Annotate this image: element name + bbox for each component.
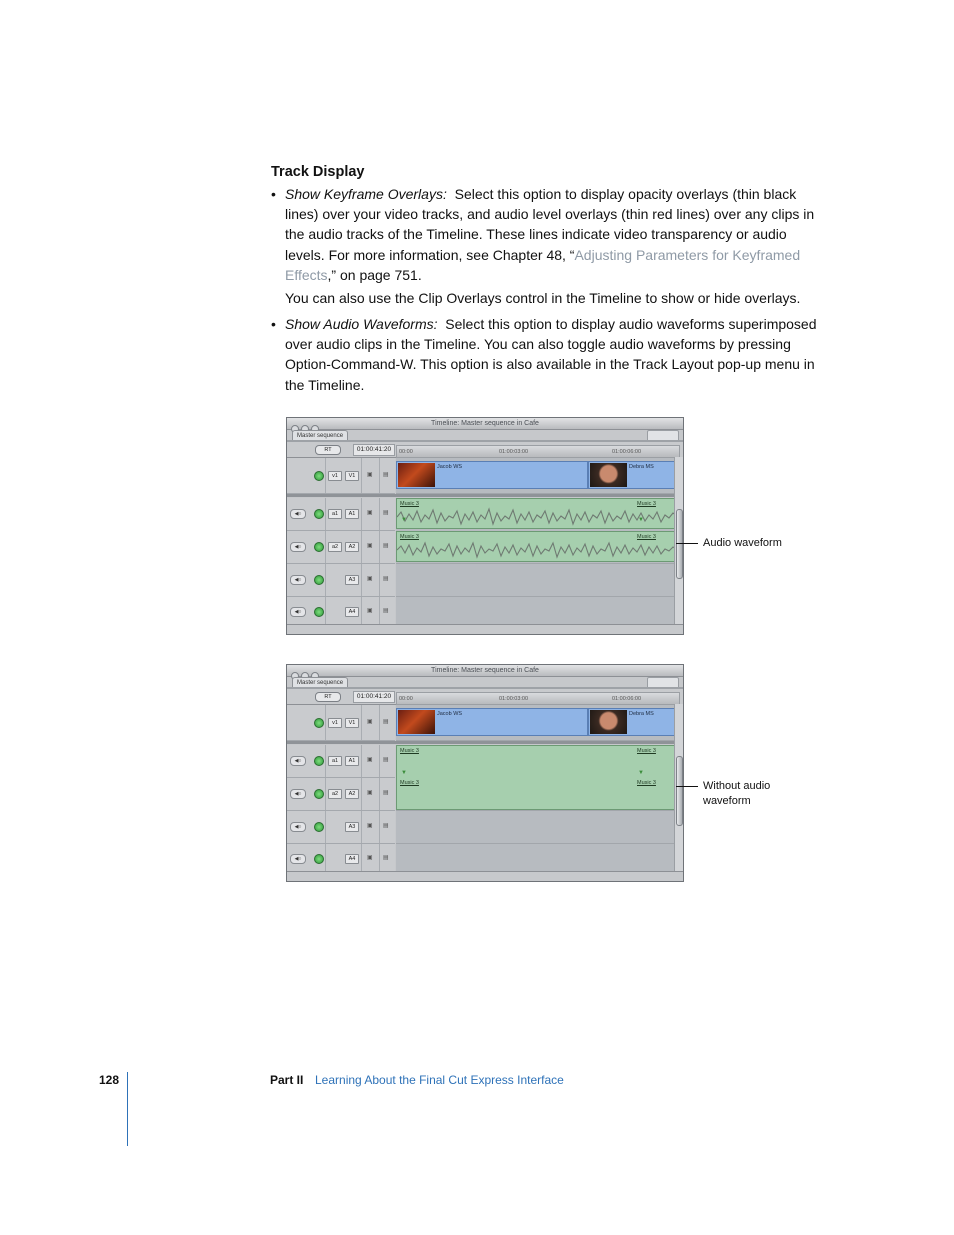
bullet-show-keyframe-overlays [285,184,830,285]
audio-control-icon[interactable]: ◀○ [290,822,306,832]
source-control-a2[interactable]: a2 [328,789,342,799]
ruler-row [287,689,683,705]
ruler-row [287,442,683,458]
track-header-a3 [287,811,395,844]
lock-icon[interactable]: ▣ [367,855,373,861]
track-visibility-icon[interactable] [314,718,324,728]
track-audible-icon[interactable] [314,607,324,617]
clip-label: Debra MS [629,711,654,717]
term-show-audio-waveforms: Show Audio Waveforms: [285,316,438,332]
ruler-label: 01:00:06:00 [612,449,642,455]
video-clip[interactable] [396,708,588,736]
source-control-a1[interactable]: a1 [328,509,342,519]
callout-without-waveform [703,779,770,809]
clip-label: Music 3 [400,748,419,754]
audio-control-icon[interactable]: ◀○ [290,607,306,617]
video-track [396,705,678,741]
timeline-window-with-waveform [286,417,684,635]
lock-icon[interactable]: ▣ [367,757,373,763]
keyframe-icon[interactable]: ▼ [401,517,407,523]
ruler-label: 00:00 [399,696,413,702]
bullet-text: Select this option to display audio waveforms superimposed over audio clips in the Timeline. You can also toggle audio waveforms by pressing Option-Command-W. This option is also available in the Track Layout pop-up menu in the Timeline. [285,316,817,393]
lock-icon[interactable]: ▣ [367,719,373,725]
destination-control-a2[interactable]: A2 [345,542,359,552]
video-clip[interactable] [396,461,588,489]
track-audible-icon[interactable] [314,575,324,585]
keyframe-icon[interactable]: ▼ [638,770,644,776]
link-icon[interactable]: ▤ [383,576,389,582]
clip-thumbnail [590,463,627,487]
callout-leader [676,786,698,787]
destination-control-a4[interactable]: A4 [345,854,359,864]
track-audible-icon[interactable] [314,542,324,552]
term-show-keyframe-overlays: Show Keyframe Overlays: [285,186,447,202]
ruler-label: 00:00 [399,449,413,455]
tab-master-sequence[interactable]: Master sequence [292,677,348,688]
destination-control-v1[interactable]: V1 [345,471,359,481]
footer-title[interactable]: Learning About the Final Cut Express Interface [315,1073,564,1087]
bullet-text: Select this option to display opacity overlays (thin black lines) over your video tracks, and audio level overlays (thin red lines) over any clips in the audio tracks of the Timeline. These lines indicate video transparency or audio levels. For more information, see Chapter 48, “ [285,186,815,263]
bullet-marker: • [271,186,276,202]
track-audible-icon[interactable] [314,854,324,864]
source-control-v1[interactable]: v1 [328,718,342,728]
track-audible-icon[interactable] [314,789,324,799]
clip-label: Jacob WS [437,464,463,470]
lock-icon[interactable]: ▣ [367,790,373,796]
destination-control-a3[interactable]: A3 [345,575,359,585]
scroll-thumb[interactable] [676,509,683,579]
track-header-a2 [287,531,395,564]
track-header-a3 [287,564,395,597]
lock-icon[interactable]: ▣ [367,576,373,582]
lock-icon[interactable]: ▣ [367,543,373,549]
tab-master-sequence[interactable]: Master sequence [292,430,348,441]
clip-label: Music 3 [637,534,656,540]
time-ruler[interactable] [396,692,680,705]
track-header-a4 [287,844,395,874]
link-icon[interactable]: ▤ [383,823,389,829]
destination-control-a4[interactable]: A4 [345,607,359,617]
source-control-v1[interactable]: v1 [328,471,342,481]
audio-waveform [397,507,679,527]
callout-line-1: Without audio [703,780,771,792]
video-clip[interactable] [588,461,678,489]
source-control-a1[interactable]: a1 [328,756,342,766]
time-ruler[interactable] [396,445,680,458]
timeline-bottom-bar[interactable] [287,871,683,881]
audio-control-icon[interactable]: ◀○ [290,542,306,552]
track-header-v1 [287,458,395,494]
track-header-a1 [287,498,395,531]
link-icon[interactable]: ▤ [383,543,389,549]
link-icon[interactable]: ▤ [383,608,389,614]
section-heading: Track Display [271,164,365,180]
clip-thumbnail [590,710,627,734]
audio-tracks-a1-a2 [396,498,678,564]
timeline-bottom-bar[interactable] [287,624,683,634]
link-icon[interactable]: ▤ [383,719,389,725]
audio-control-icon[interactable]: ◀○ [290,509,306,519]
lock-icon[interactable]: ▣ [367,510,373,516]
timecode-field[interactable]: 01:00:41:20 [353,444,395,456]
clip-label: Debra MS [629,464,654,470]
audio-control-icon[interactable]: ◀○ [290,756,306,766]
ruler-label: 01:00:03:00 [499,449,529,455]
lock-icon[interactable]: ▣ [367,472,373,478]
chapter-link[interactable]: Adjusting Parameters for Keyframed Effects [285,246,801,283]
link-icon[interactable]: ▤ [383,510,389,516]
overlay-control-note: You can also use the Clip Overlays control in the Timeline to show or hide overlays. [285,290,801,306]
destination-control-a2[interactable]: A2 [345,789,359,799]
audio-waveform [397,540,679,560]
bullet-show-audio-waveforms [285,314,830,395]
vertical-scrollbar[interactable] [674,704,683,874]
track-audible-icon[interactable] [314,509,324,519]
track-visibility-icon[interactable] [314,471,324,481]
ruler-label: 01:00:03:00 [499,696,529,702]
clip-label: Music 3 [400,780,419,786]
window-title: Timeline: Master sequence in Cafe [287,665,683,677]
bullet-marker: • [271,316,276,332]
destination-control-v1[interactable]: V1 [345,718,359,728]
callout-audio-waveform: Audio waveform [703,537,782,549]
ruler-label: 01:00:06:00 [612,696,642,702]
vertical-scrollbar[interactable] [674,457,683,627]
audio-track-a4 [396,844,678,874]
window-title: Timeline: Master sequence in Cafe [287,418,683,430]
destination-control-a3[interactable]: A3 [345,822,359,832]
timecode-field[interactable]: 01:00:41:20 [353,691,395,703]
track-audible-icon[interactable] [314,822,324,832]
track-header-a4 [287,597,395,627]
rt-popup-button[interactable]: RT [315,445,341,455]
audio-control-icon[interactable]: ◀○ [290,854,306,864]
timeline-window-without-waveform [286,664,684,882]
lock-icon[interactable]: ▣ [367,823,373,829]
track-audible-icon[interactable] [314,756,324,766]
video-audio-divider[interactable] [287,494,683,497]
audio-track-a4 [396,597,678,627]
clip-label: Jacob WS [437,711,463,717]
link-icon[interactable]: ▤ [383,757,389,763]
clip-label: Music 3 [637,780,656,786]
clip-thumbnail [398,463,435,487]
scroll-thumb[interactable] [676,756,683,826]
audio-track-a3 [396,564,678,597]
lock-icon[interactable]: ▣ [367,608,373,614]
destination-control-a1[interactable]: A1 [345,509,359,519]
clip-label: Music 3 [637,748,656,754]
audio-clip[interactable] [396,745,678,810]
audio-clip[interactable] [396,498,678,529]
audio-control-icon[interactable]: ◀○ [290,575,306,585]
destination-control-a1[interactable]: A1 [345,756,359,766]
audio-tracks-a1-a2 [396,745,678,811]
track-header-v1 [287,705,395,741]
audio-clip[interactable] [396,531,678,562]
clip-label: Music 3 [637,501,656,507]
footer-part: Part II [270,1073,304,1087]
video-track [396,458,678,494]
callout-leader [676,543,698,544]
footer-rule [127,1072,128,1146]
link-icon[interactable]: ▤ [383,855,389,861]
link-icon[interactable]: ▤ [383,472,389,478]
keyframe-icon[interactable]: ▼ [401,770,407,776]
audio-control-icon[interactable]: ◀○ [290,789,306,799]
page-reference: ,” on page 751. [327,266,422,283]
source-control-a2[interactable]: a2 [328,542,342,552]
link-icon[interactable]: ▤ [383,790,389,796]
audio-track-a3 [396,811,678,844]
video-clip[interactable] [588,708,678,736]
video-audio-divider[interactable] [287,741,683,744]
track-header-a2 [287,778,395,811]
callout-line-2: waveform [703,795,751,807]
rt-popup-button[interactable]: RT [315,692,341,702]
page-number: 128 [99,1073,120,1087]
track-header-a1 [287,745,395,778]
keyframe-icon[interactable]: ▼ [638,517,644,523]
clip-label: Music 3 [400,534,419,540]
clip-label: Music 3 [400,501,419,507]
clip-thumbnail [398,710,435,734]
